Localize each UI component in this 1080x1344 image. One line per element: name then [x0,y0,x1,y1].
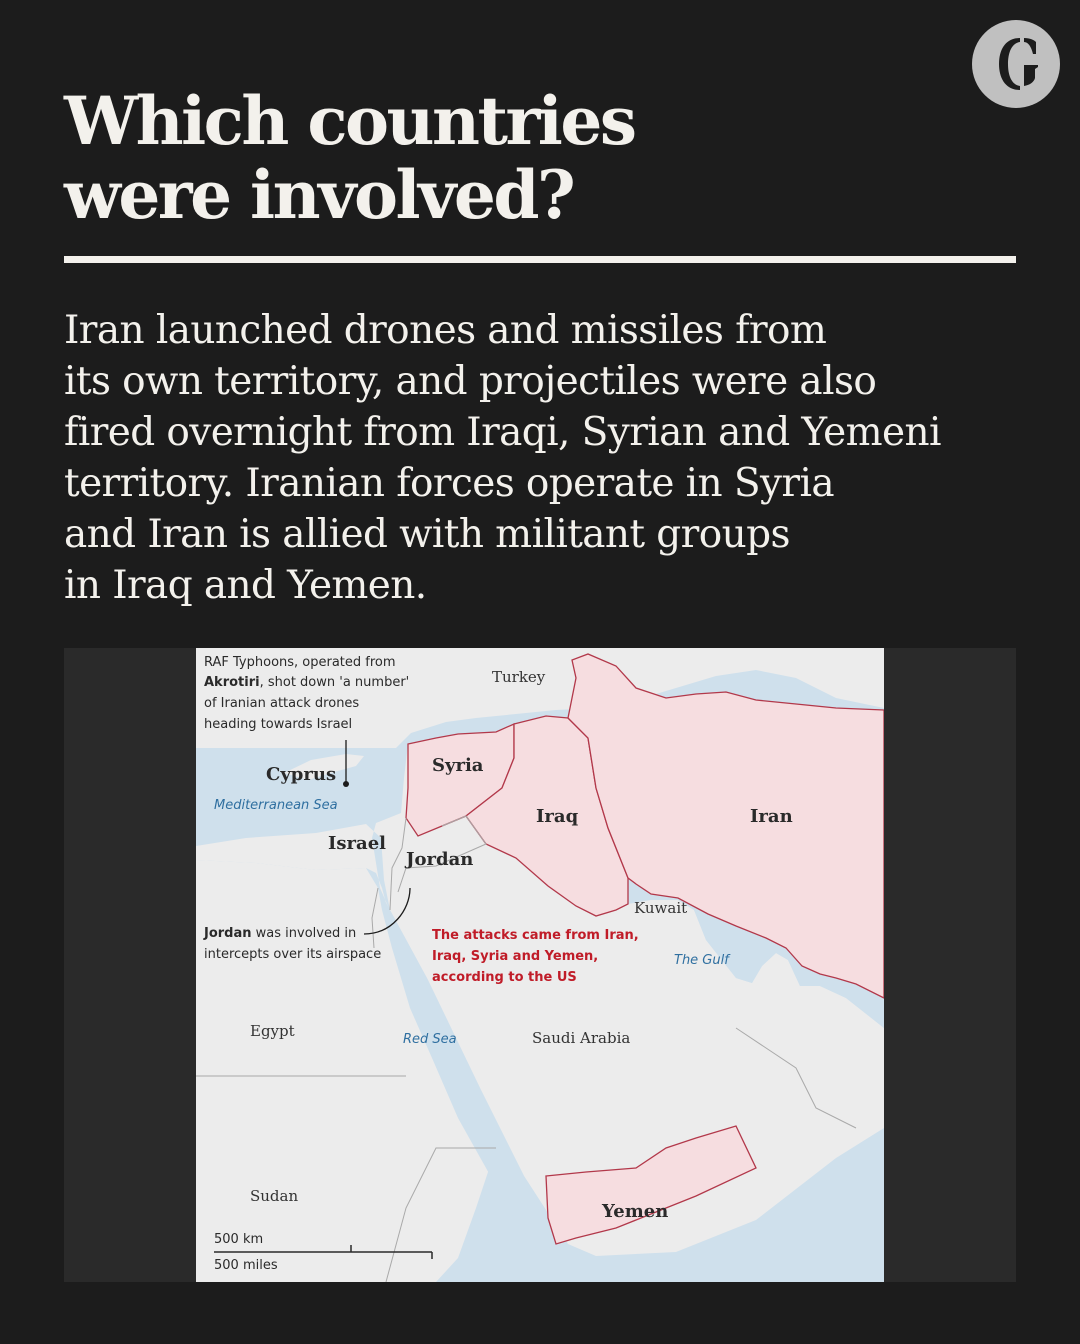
raf-line-1: RAF Typhoons, operated from [204,655,396,670]
body-line: and Iran is allied with militant groups [64,512,790,557]
akrotiri-marker [343,781,349,787]
jordan-note-bold: Jordan [204,926,252,941]
raf-line-2-bold: Akrotiri [204,675,260,690]
raf-line-3: of Iranian attack drones [204,696,360,711]
label-egypt: Egypt [250,1022,295,1040]
raf-line-2-rest: , shot down 'a number' [259,675,410,690]
label-cyprus: Cyprus [266,764,337,785]
attack-line-1: The attacks came from Iran, [432,928,639,943]
raf-line-4: heading towards Israel [204,717,353,732]
label-sudan: Sudan [250,1187,299,1205]
label-yemen: Yemen [602,1201,669,1222]
label-turkey: Turkey [492,668,546,686]
headline-line-1: Which countries [64,82,635,160]
body-line: fired overnight from Iraqi, Syrian and Yemeni [64,410,941,455]
jordan-note-rest: was involved in [251,926,357,941]
label-red-sea: Red Sea [403,1032,457,1047]
label-saudi-arabia: Saudi Arabia [532,1029,631,1047]
body-text [64,305,1024,611]
label-jordan: Jordan [406,849,474,870]
body-line: Iran launched drones and missiles from [64,308,827,353]
body-line: its own territory, and projectiles were also [64,359,877,404]
headline-line-2: were involved? [64,156,574,234]
label-iran: Iran [750,806,793,827]
label-kuwait: Kuwait [634,899,688,917]
guardian-logo-icon [972,20,1060,108]
jordan-note-line-2: intercepts over its airspace [204,947,382,962]
body-line: in Iraq and Yemen. [64,563,427,608]
logo-circle [972,20,1060,108]
middle-east-map [196,648,884,1282]
label-mediterranean: Mediterranean Sea [214,798,338,813]
body-line: territory. Iranian forces operate in Syria [64,461,834,506]
label-syria: Syria [432,755,484,776]
label-the-gulf: The Gulf [674,953,729,968]
attack-line-2: Iraq, Syria and Yemen, [432,949,599,964]
label-iraq: Iraq [536,806,579,827]
scale-miles-label: 500 miles [214,1258,278,1273]
scale-km-label: 500 km [214,1232,264,1247]
label-israel: Israel [328,833,386,854]
headline-rule [64,256,1016,263]
headline [64,84,824,232]
attack-line-3: according to the US [432,970,577,985]
